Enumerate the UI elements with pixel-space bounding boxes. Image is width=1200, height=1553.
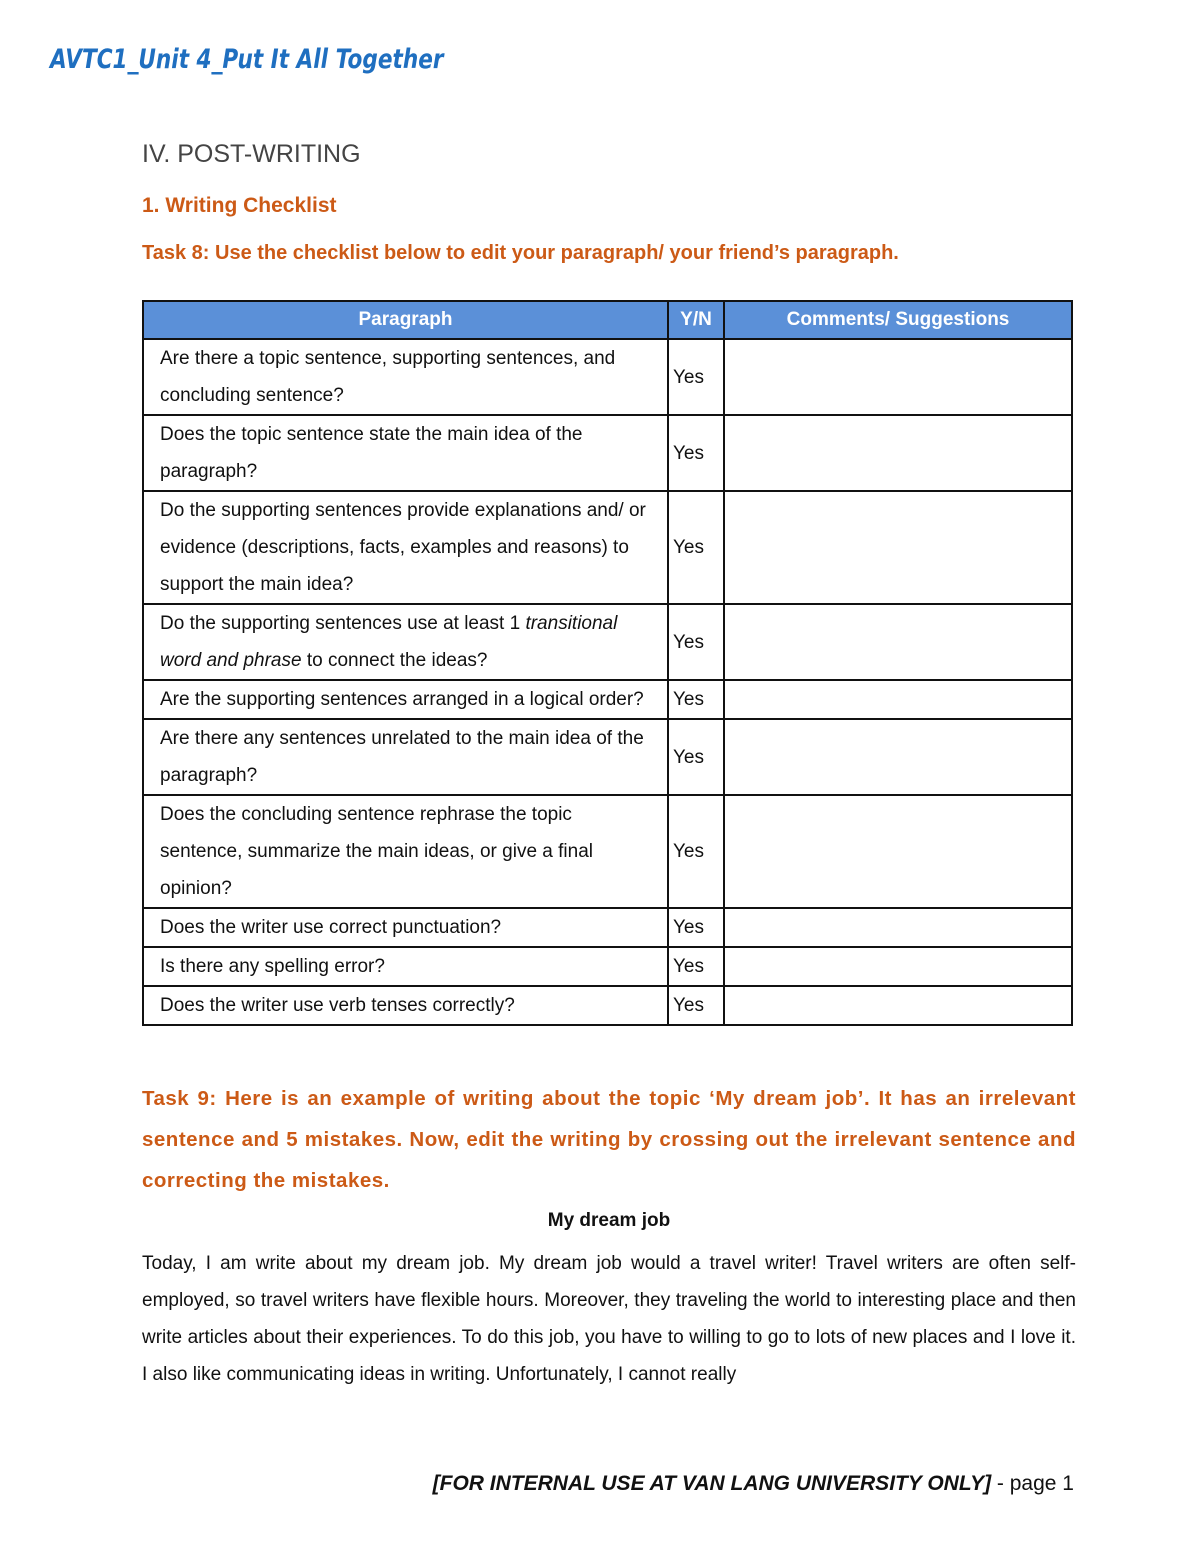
checklist-comment-cell[interactable] (724, 947, 1072, 986)
checklist-row (143, 719, 1072, 795)
checklist-comment-cell[interactable] (724, 491, 1072, 604)
section-heading: IV. POST-WRITING (142, 140, 361, 168)
writing-checklist-heading: 1. Writing Checklist (142, 194, 337, 217)
checklist-row (143, 491, 1072, 604)
checklist-row (143, 795, 1072, 908)
checklist-question: Is there any spelling error? (143, 947, 668, 986)
checklist-answer: Yes (668, 680, 724, 719)
writing-checklist-table (142, 300, 1073, 1026)
column-header-comments: Comments/ Suggestions (724, 301, 1072, 339)
checklist-row (143, 947, 1072, 986)
checklist-row (143, 339, 1072, 415)
checklist-comment-cell[interactable] (724, 415, 1072, 491)
checklist-question (143, 604, 668, 680)
checklist-answer: Yes (668, 986, 724, 1025)
checklist-row (143, 415, 1072, 491)
checklist-comment-cell[interactable] (724, 795, 1072, 908)
checklist-row (143, 604, 1072, 680)
checklist-comment-cell[interactable] (724, 604, 1072, 680)
checklist-answer: Yes (668, 415, 724, 491)
checklist-question: Does the writer use correct punctuation? (143, 908, 668, 947)
checklist-question: Does the topic sentence state the main idea of the paragraph? (143, 415, 668, 491)
essay-title: My dream job (547, 1210, 671, 1231)
checklist-answer: Yes (668, 795, 724, 908)
page-footer (433, 1472, 1074, 1496)
checklist-comment-cell[interactable] (724, 986, 1072, 1025)
checklist-answer: Yes (668, 604, 724, 680)
checklist-answer: Yes (668, 491, 724, 604)
question-emphasis: transitional word and phrase (160, 613, 618, 671)
checklist-answer: Yes (668, 719, 724, 795)
question-text: to connect the ideas? (301, 650, 488, 671)
checklist-answer: Yes (668, 339, 724, 415)
page-number: - page 1 (991, 1472, 1074, 1495)
checklist-question: Are the supporting sentences arranged in a logical order? (143, 680, 668, 719)
column-header-yn: Y/N (668, 301, 724, 339)
checklist-row (143, 986, 1072, 1025)
checklist-question: Does the writer use verb tenses correctly? (143, 986, 668, 1025)
checklist-answer: Yes (668, 908, 724, 947)
checklist-header-row (143, 301, 1072, 339)
document-header-title: AVTC1_Unit 4_Put It All Together (50, 44, 444, 75)
checklist-row (143, 908, 1072, 947)
checklist-answer: Yes (668, 947, 724, 986)
checklist-question: Does the concluding sentence rephrase the topic sentence, summarize the main ideas, or give a final opinion? (143, 795, 668, 908)
checklist-row (143, 680, 1072, 719)
checklist-question: Are there a topic sentence, supporting sentences, and concluding sentence? (143, 339, 668, 415)
checklist-comment-cell[interactable] (724, 680, 1072, 719)
checklist-comment-cell[interactable] (724, 908, 1072, 947)
checklist-comment-cell[interactable] (724, 719, 1072, 795)
checklist-comment-cell[interactable] (724, 339, 1072, 415)
question-text: Do the supporting sentences use at least 1 (160, 613, 526, 634)
internal-use-notice: [FOR INTERNAL USE AT VAN LANG UNIVERSITY ONLY] (432, 1472, 992, 1495)
column-header-paragraph: Paragraph (143, 301, 668, 339)
essay-body: Today, I am write about my dream job. My dream job would a travel writer! Travel writers are often self-employed, so travel writers have flexible hours. Moreover, they traveling the world to interesting place and then write articles about their experiences. To do this job, you have to willing to go to lots of new places and I love it. I also like communicating ideas in writing. Unfortunately, I cannot really (142, 1253, 1076, 1385)
checklist-question: Are there any sentences unrelated to the main idea of the paragraph? (143, 719, 668, 795)
checklist-question: Do the supporting sentences provide explanations and/ or evidence (descriptions, facts, examples and reasons) to support the main idea? (143, 491, 668, 604)
task-9-instruction: Task 9: Here is an example of writing about the topic ‘My dream job’. It has an irrelevant sentence and 5 mistakes. Now, edit the writing by crossing out the irrelevant sentence and correcting the mistakes. (142, 1087, 1076, 1192)
task-8-instruction: Task 8: Use the checklist below to edit your paragraph/ your friend’s paragraph. (142, 242, 899, 264)
